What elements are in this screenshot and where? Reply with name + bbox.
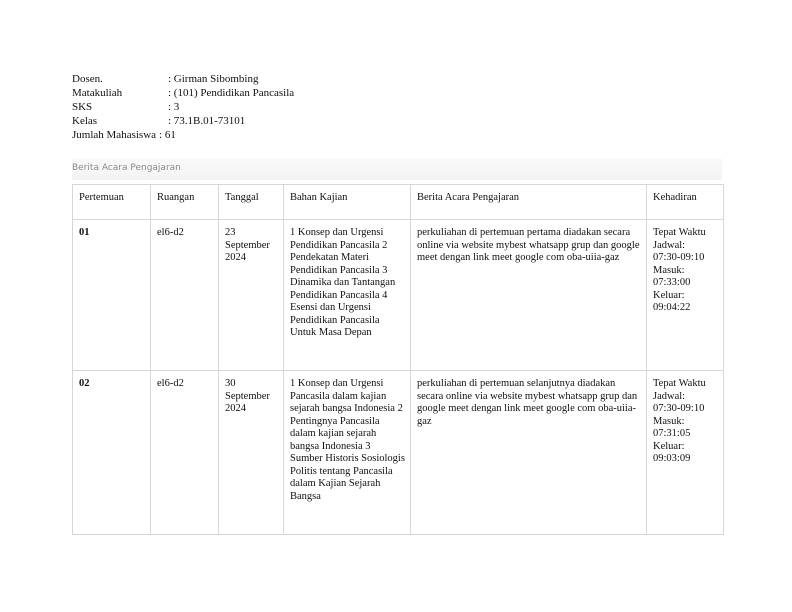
info-label: Kelas xyxy=(72,115,98,127)
header-kehadiran: Kehadiran xyxy=(647,185,724,220)
info-value: : 3 xyxy=(168,101,180,113)
cell-pertemuan: 01 xyxy=(73,220,151,371)
info-label: Jumlah Mahasiswa xyxy=(72,129,157,141)
kehadiran-masuk: 07:31:05 xyxy=(653,428,691,439)
header-pertemuan: Pertemuan xyxy=(73,185,151,220)
info-value: : (101) Pendidikan Pancasila xyxy=(168,87,295,99)
cell-bahan-kajian: 1 Konsep dan Urgensi Pancasila dalam kajian sejarah bangsa Indonesia 2 Pentingnya Pancasila dalam kajian sejarah bangsa Indonesia 3 Sumber Historis Sosiologis Politis tentang Pancasila dalam Kajian Sejarah Bangsa xyxy=(284,371,411,535)
info-value: : Girman Sibombing xyxy=(168,73,259,85)
kehadiran-jadwal: 07:30-09:10 xyxy=(653,252,705,263)
cell-tanggal: 30 September 2024 xyxy=(219,371,284,535)
course-info xyxy=(72,72,294,142)
info-row-matakuliah xyxy=(72,86,294,100)
kehadiran-keluar-label: Keluar: xyxy=(653,289,685,301)
kehadiran-masuk: 07:33:00 xyxy=(653,277,691,288)
info-row-jumlah-mahasiswa xyxy=(72,128,294,142)
kehadiran-status: Tepat Waktu xyxy=(653,378,706,389)
cell-kehadiran xyxy=(647,220,724,371)
cell-tanggal: 23 September 2024 xyxy=(219,220,284,371)
kehadiran-status: Tepat Waktu xyxy=(653,227,706,238)
cell-berita-acara: perkuliahan di pertemuan pertama diadakan secara online via website mybest whatsapp grup dan google meet dengan link meet google com oba-uiia-gaz xyxy=(411,220,647,371)
kehadiran-keluar-label: Keluar: xyxy=(653,440,685,452)
section-header xyxy=(72,158,722,180)
info-label: Matakuliah xyxy=(72,87,123,99)
kehadiran-masuk-label: Masuk: xyxy=(653,264,685,276)
cell-ruangan: el6-d2 xyxy=(151,220,219,371)
cell-pertemuan: 02 xyxy=(73,371,151,535)
kehadiran-keluar: 09:03:09 xyxy=(653,453,691,464)
kehadiran-jadwal-label: Jadwal: xyxy=(653,239,686,251)
info-row-sks xyxy=(72,100,294,114)
table-header-row xyxy=(73,185,724,220)
kehadiran-keluar: 09:04:22 xyxy=(653,302,691,313)
info-label: Dosen. xyxy=(72,73,103,85)
section-title: Berita Acara Pengajaran xyxy=(72,163,181,173)
header-tanggal: Tanggal xyxy=(219,185,284,220)
header-berita-acara: Berita Acara Pengajaran xyxy=(411,185,647,220)
kehadiran-jadwal: 07:30-09:10 xyxy=(653,403,705,414)
cell-kehadiran xyxy=(647,371,724,535)
cell-ruangan: el6-d2 xyxy=(151,371,219,535)
info-value: : 73.1B.01-73101 xyxy=(168,115,246,127)
info-row-dosen xyxy=(72,72,294,86)
table-row xyxy=(73,220,724,371)
header-bahan-kajian: Bahan Kajian xyxy=(284,185,411,220)
table-row xyxy=(73,371,724,535)
cell-bahan-kajian: 1 Konsep dan Urgensi Pendidikan Pancasila 2 Pendekatan Materi Pendidikan Pancasila 3 Dinamika dan Tantangan Pendidikan Pancasila 4 Esensi dan Urgensi Pendidikan Pancasila Untuk Masa Depan xyxy=(284,220,411,371)
info-label: SKS xyxy=(72,101,93,113)
kehadiran-jadwal-label: Jadwal: xyxy=(653,390,686,402)
info-value: : 61 xyxy=(159,129,176,141)
kehadiran-masuk-label: Masuk: xyxy=(653,415,685,427)
attendance-table xyxy=(72,184,724,535)
header-ruangan: Ruangan xyxy=(151,185,219,220)
info-row-kelas xyxy=(72,114,294,128)
cell-berita-acara: perkuliahan di pertemuan selanjutnya diadakan secara online via website mybest whatsapp grup dan google meet dengan link meet google com oba-uiia-gaz xyxy=(411,371,647,535)
